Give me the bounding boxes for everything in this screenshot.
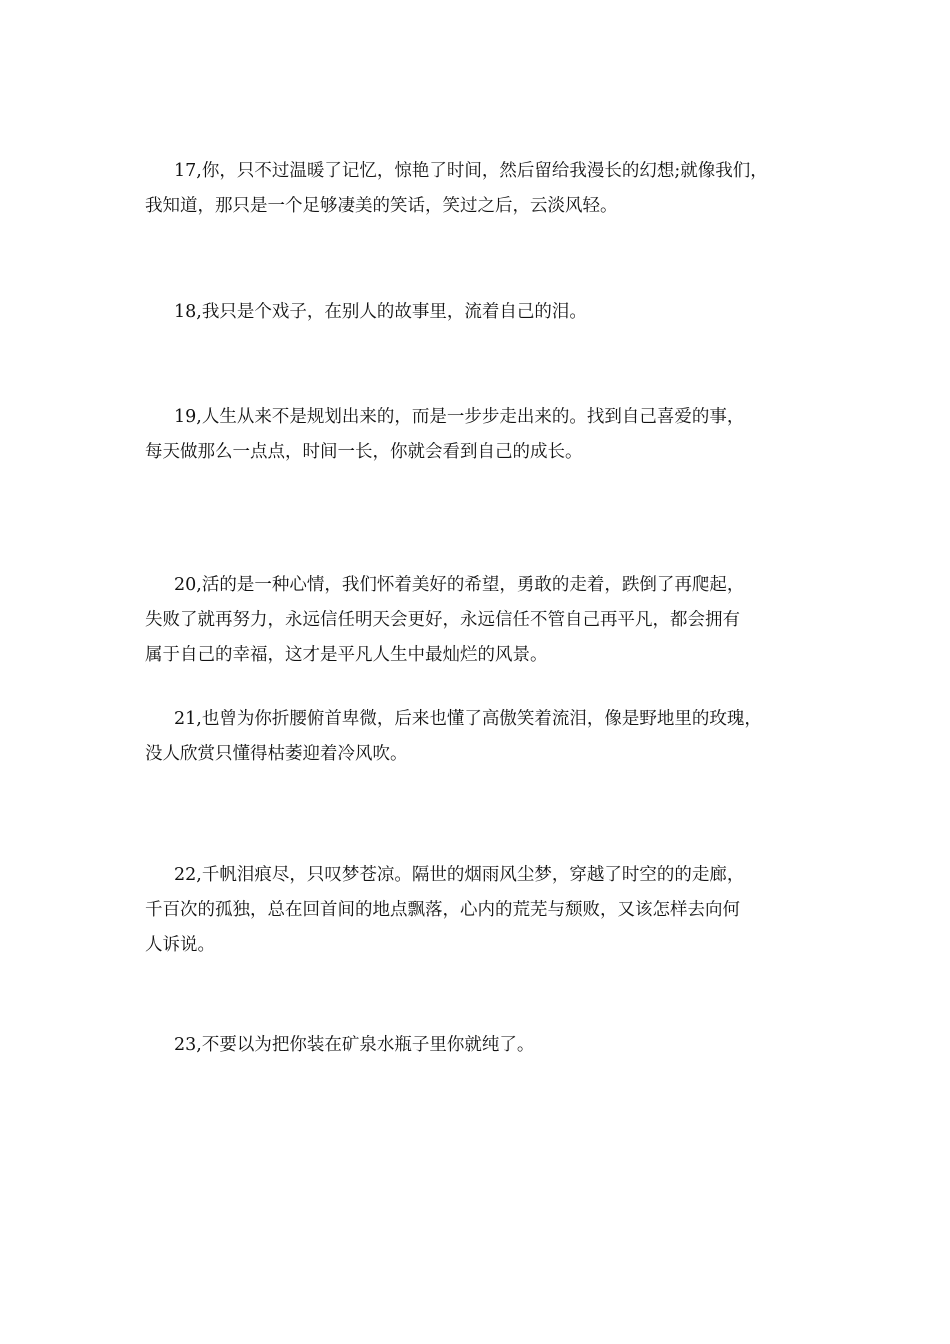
paragraph-23 xyxy=(145,1028,805,1063)
paragraph-line: 23,不要以为把你装在矿泉水瓶子里你就纯了。 xyxy=(174,1035,535,1055)
paragraph-line: 属于自己的幸福，这才是平凡人生中最灿烂的风景。 xyxy=(145,645,548,665)
paragraph-18 xyxy=(145,295,805,330)
paragraph-21 xyxy=(145,702,805,772)
paragraph-line: 17,你，只不过温暖了记忆，惊艳了时间，然后留给我漫长的幻想;就像我们， xyxy=(174,161,768,181)
paragraph-line: 21,也曾为你折腰俯首卑微，后来也懂了高傲笑着流泪，像是野地里的玫瑰， xyxy=(174,709,762,729)
paragraph-line: 失败了就再努力，永远信任明天会更好，永远信任不管自己再平凡，都会拥有 xyxy=(145,610,740,630)
paragraph-20 xyxy=(145,568,805,673)
paragraph-line: 20,活的是一种心情，我们怀着美好的希望，勇敢的走着，跌倒了再爬起， xyxy=(174,575,745,595)
paragraph-17 xyxy=(145,154,805,224)
paragraph-line: 千百次的孤独，总在回首间的地点飘落，心内的荒芜与颓败，又该怎样去向何 xyxy=(145,900,740,920)
paragraph-19 xyxy=(145,400,805,470)
paragraph-22 xyxy=(145,858,805,963)
paragraph-line: 19,人生从来不是规划出来的，而是一步步走出来的。找到自己喜爱的事， xyxy=(174,407,745,427)
paragraph-line: 每天做那么一点点，时间一长，你就会看到自己的成长。 xyxy=(145,442,583,462)
paragraph-line: 18,我只是个戏子，在别人的故事里，流着自己的泪。 xyxy=(174,302,587,322)
paragraph-line: 22,千帆泪痕尽，只叹梦苍凉。隔世的烟雨风尘梦，穿越了时空的的走廊， xyxy=(174,865,745,885)
paragraph-line: 人诉说。 xyxy=(145,935,215,955)
paragraph-line: 没人欣赏只懂得枯萎迎着冷风吹。 xyxy=(145,744,408,764)
paragraph-line: 我知道，那只是一个足够凄美的笑话，笑过之后，云淡风轻。 xyxy=(145,196,618,216)
